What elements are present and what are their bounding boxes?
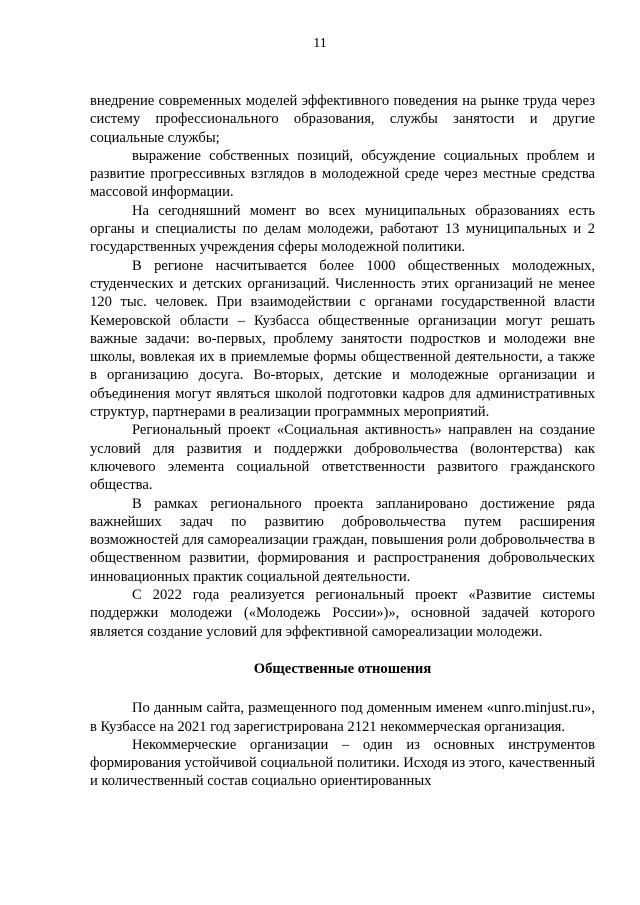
page-body (90, 92, 595, 791)
page-number: 11 (313, 36, 327, 51)
paragraph: Региональный проект «Социальная активность» направлен на создание условий для развития и поддержки добровольчества (волонтерства) как ключевого элемента социальной ответственности развитого гражданского общества. (90, 422, 595, 494)
paragraph: По данным сайта, размещенного под доменным именем «unro.minjust.ru», в Кузбассе на 2021 год зарегистрирована 2121 некоммерческая организация. (90, 700, 595, 735)
paragraph: внедрение современных моделей эффективного поведения на рынке труда через систему профессионального образования, службы занятости и другие социальные службы; (90, 93, 595, 146)
paragraph: С 2022 года реализуется региональный проект «Развитие системы поддержки молодежи («Молодежь России»)», основной задачей которого является создание условий для эффективной самореализации молодежи. (90, 587, 595, 640)
paragraph: На сегодняшний момент во всех муниципальных образованиях есть органы и специалисты по делам молодежи, работают 13 муниципальных и 2 государственных учреждения сферы молодежной политики. (90, 202, 595, 256)
section-heading: Общественные отношения (253, 660, 432, 677)
paragraph: Некоммерческие организации – один из основных инструментов формирования устойчивой социальной политики. Исходя из этого, качественный и количественный состав социально ориентированных (90, 736, 596, 790)
paragraph: В регионе насчитывается более 1000 общественных молодежных, студенческих и детских организаций. Численность этих организаций не менее 120 тыс. человек. При взаимодействии с органами государственной власти Кемеровской области – Кузбасса общественные организации могут решать важные задачи: во-первых, проблему занятости подростков и молодежи вне школы, вовлекая их в приемлемые формы общественной деятельности, а также в организацию досуга. Во-вторых, детские и молодежные организации и объединения могут являться школой подготовки кадров для административных структур, партнерами в реализации программных мероприятий. (90, 257, 595, 421)
paragraph: выражение собственных позиций, обсуждение социальных проблем и развитие прогрессивных взглядов в молодежной среде через местные средства массовой информации. (90, 147, 595, 201)
paragraph: В рамках регионального проекта запланировано достижение ряда важнейших задач по развитию добровольчества путем расширения возможностей для самореализации граждан, повышения роли добровольчества в общественном развитии, формирования и распространения добровольческих инновационных практик социальной деятельности. (90, 495, 595, 585)
